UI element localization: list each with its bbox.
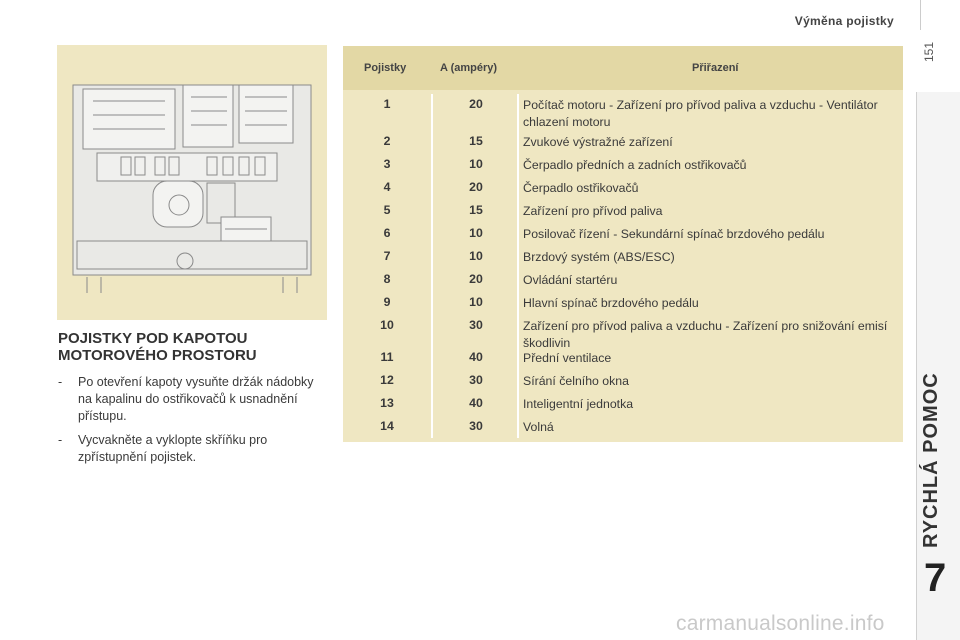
cell-amps: 40 [469, 396, 483, 410]
cell-fuse: 14 [380, 419, 394, 433]
sidebar-divider [916, 92, 917, 640]
cell-assignment: Sírání čelního okna [523, 374, 629, 388]
fuse-table [343, 46, 903, 442]
page-number: 151 [922, 41, 936, 62]
watermark: carmanualsonline.info [676, 612, 885, 635]
section-title-line-1: POJISTKY POD KAPOTOU [58, 330, 248, 347]
section-title-line-2: MOTOROVÉHO PROSTORU [58, 347, 257, 364]
page-header-title: Výměna pojistky [794, 14, 894, 28]
section-title [58, 330, 257, 364]
cell-amps: 10 [469, 157, 483, 171]
cell-fuse: 2 [383, 134, 391, 148]
cell-fuse: 7 [383, 249, 391, 263]
fuse-box-drawing [57, 45, 327, 320]
cell-fuse: 9 [383, 295, 391, 309]
cell-amps: 20 [469, 97, 483, 111]
cell-amps: 30 [469, 419, 483, 433]
cell-fuse: 5 [383, 203, 391, 217]
cell-amps: 20 [469, 272, 483, 286]
cell-assignment: Zvukové výstražné zařízení [523, 135, 673, 149]
cell-fuse: 4 [383, 180, 391, 194]
chapter-title: RYCHLÁ POMOC [920, 372, 942, 548]
header-assignment: Přiřazení [692, 62, 739, 74]
cell-amps: 30 [469, 373, 483, 387]
cell-assignment: Volná [523, 420, 554, 434]
cell-fuse: 3 [383, 157, 391, 171]
cell-amps: 10 [469, 295, 483, 309]
cell-fuse: 11 [380, 350, 394, 364]
instruction-item [58, 374, 328, 425]
chapter-number: 7 [924, 556, 947, 600]
header-divider [920, 0, 921, 30]
instruction-list [58, 374, 328, 473]
fuse-box-illustration [57, 45, 327, 320]
cell-fuse: 1 [383, 97, 391, 111]
cell-fuse: 6 [383, 226, 391, 240]
cell-fuse: 10 [380, 318, 394, 332]
instruction-text: Po otevření kapoty vysuňte držák nádobky na kapalinu do ostřikovačů k usnadnění přístupu. [78, 375, 314, 423]
cell-assignment: Posilovač řízení - Sekundární spínač brzdového pedálu [523, 227, 825, 241]
cell-amps: 10 [469, 249, 483, 263]
header-fuse: Pojistky [364, 62, 407, 74]
cell-assignment: Zařízení pro přívod paliva [523, 204, 663, 218]
cell-assignment: Brzdový systém (ABS/ESC) [523, 250, 675, 264]
list-dash: - [58, 375, 63, 389]
cell-amps: 10 [469, 226, 483, 240]
cell-amps: 15 [469, 134, 483, 148]
header-amps: A (ampéry) [440, 62, 498, 74]
instruction-text: Vycvakněte a vyklopte skříňku pro zpřístupnění pojistek. [78, 433, 268, 464]
cell-fuse: 8 [383, 272, 391, 286]
list-dash: - [58, 433, 63, 447]
cell-assignment: Hlavní spínač brzdového pedálu [523, 296, 699, 310]
cell-amps: 40 [469, 350, 483, 364]
cell-assignment: Přední ventilace [523, 351, 612, 365]
cell-assignment: Zařízení pro přívod paliva a vzduchu - Zařízení pro snižování emisí škodlivin [523, 319, 888, 350]
cell-assignment: Inteligentní jednotka [523, 397, 634, 411]
cell-assignment: Čerpadlo ostřikovačů [523, 181, 639, 195]
cell-assignment: Ovládání startéru [523, 273, 618, 287]
cell-fuse: 12 [380, 373, 394, 387]
cell-assignment: Počítač motoru - Zařízení pro přívod paliva a vzduchu - Ventilátor chlazení motoru [523, 98, 878, 129]
cell-amps: 15 [469, 203, 483, 217]
instruction-item [58, 432, 328, 466]
cell-assignment: Čerpadlo předních a zadních ostřikovačů [523, 158, 747, 172]
table-header [343, 46, 903, 90]
cell-fuse: 13 [380, 396, 394, 410]
cell-amps: 30 [469, 318, 483, 332]
cell-amps: 20 [469, 180, 483, 194]
